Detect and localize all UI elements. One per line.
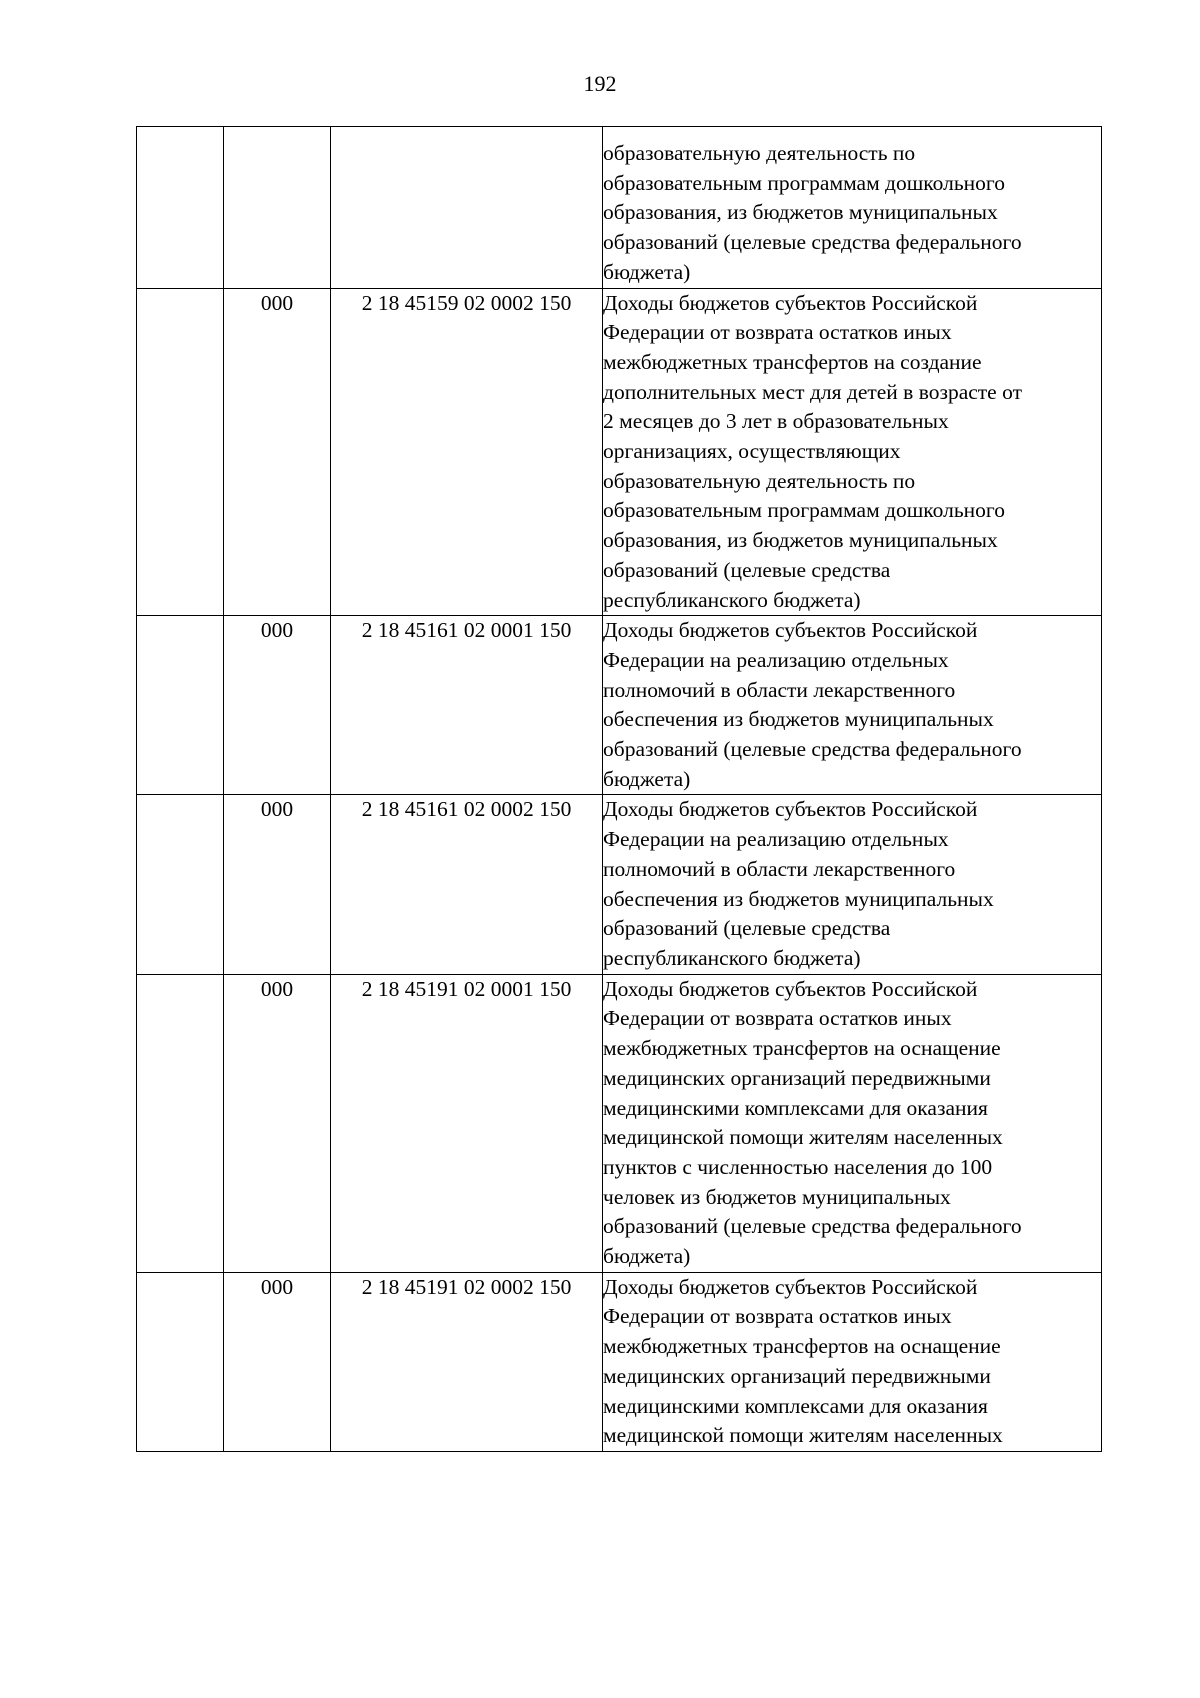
- kbk-code-cell: 2 18 45191 02 0001 150: [331, 974, 603, 1272]
- description-line: медицинской помощи жителям населенных: [603, 1423, 1003, 1448]
- description-line: обеспечения из бюджетов муниципальных: [603, 886, 994, 911]
- description-line: Федерации на реализацию отдельных: [603, 827, 949, 852]
- description-line: медицинских организаций передвижными: [603, 1065, 991, 1090]
- table-row: [137, 616, 1102, 795]
- description-cell: [603, 616, 1102, 795]
- description-cell: [603, 127, 1102, 289]
- description-line: полномочий в области лекарственного: [603, 677, 956, 702]
- table-row: [137, 795, 1102, 974]
- description-line: Федерации на реализацию отдельных: [603, 647, 949, 672]
- row-number-cell: [137, 1272, 224, 1451]
- kbk-code-cell: [331, 127, 603, 289]
- description-line: бюджета): [603, 1244, 691, 1269]
- description-line: республиканского бюджета): [603, 945, 861, 970]
- description-line: человек из бюджетов муниципальных: [603, 1184, 951, 1209]
- description-line: 2 месяцев до 3 лет в образовательных: [603, 409, 949, 434]
- description-line: межбюджетных трансфертов на оснащение: [603, 1036, 1001, 1061]
- admin-code-cell: 000: [224, 1272, 331, 1451]
- table-row: [137, 974, 1102, 1272]
- description-line: Федерации от возврата остатков иных: [603, 320, 952, 345]
- description-line: межбюджетных трансфертов на оснащение: [603, 1334, 1001, 1359]
- row-number-cell: [137, 616, 224, 795]
- description-cell: [603, 1272, 1102, 1451]
- description-line: медицинских организаций передвижными: [603, 1363, 991, 1388]
- description-line: пунктов с численностью населения до 100: [603, 1154, 993, 1179]
- description-line: Доходы бюджетов субъектов Российской: [603, 1274, 978, 1299]
- description-line: бюджета): [603, 766, 691, 791]
- row-number-cell: [137, 974, 224, 1272]
- description-cell: [603, 795, 1102, 974]
- table-row: [137, 127, 1102, 289]
- row-number-cell: [137, 288, 224, 616]
- description-line: Федерации от возврата остатков иных: [603, 1006, 952, 1031]
- description-cell: [603, 974, 1102, 1272]
- description-line: образований (целевые средства федерального: [603, 230, 1022, 255]
- admin-code-cell: 000: [224, 616, 331, 795]
- row-number-cell: [137, 795, 224, 974]
- description-line: межбюджетных трансфертов на создание: [603, 349, 982, 374]
- description-line: образовательным программам дошкольного: [603, 170, 1005, 195]
- description-line: образовательную деятельность по: [603, 468, 916, 493]
- kbk-code-cell: 2 18 45159 02 0002 150: [331, 288, 603, 616]
- description-line: образований (целевые средства федерального: [603, 1214, 1022, 1239]
- table-row: [137, 288, 1102, 616]
- description-line: полномочий в области лекарственного: [603, 856, 956, 881]
- description-line: Федерации от возврата остатков иных: [603, 1304, 952, 1329]
- description-line: образования, из бюджетов муниципальных: [603, 200, 998, 225]
- page-number: 192: [583, 71, 617, 96]
- description-line: Доходы бюджетов субъектов Российской: [603, 976, 978, 1001]
- description-line: образования, из бюджетов муниципальных: [603, 528, 998, 553]
- description-line: образований (целевые средства: [603, 557, 891, 582]
- budget-income-table: [136, 126, 1102, 1452]
- kbk-code-cell: 2 18 45161 02 0002 150: [331, 795, 603, 974]
- admin-code-cell: 000: [224, 795, 331, 974]
- description-line: республиканского бюджета): [603, 587, 861, 612]
- description-line: обеспечения из бюджетов муниципальных: [603, 707, 994, 732]
- table-body: [137, 127, 1102, 1452]
- description-line: Доходы бюджетов субъектов Российской: [603, 797, 978, 822]
- kbk-code-cell: 2 18 45161 02 0001 150: [331, 616, 603, 795]
- description-line: организациях, осуществляющих: [603, 439, 901, 464]
- description-line: Доходы бюджетов субъектов Российской: [603, 618, 978, 643]
- admin-code-cell: [224, 127, 331, 289]
- admin-code-cell: 000: [224, 288, 331, 616]
- description-line: образовательную деятельность по: [603, 141, 916, 165]
- description-line: медицинскими комплексами для оказания: [603, 1095, 988, 1120]
- row-number-cell: [137, 127, 224, 289]
- description-line: медицинской помощи жителям населенных: [603, 1125, 1003, 1150]
- description-line: образовательным программам дошкольного: [603, 498, 1005, 523]
- description-line: образований (целевые средства: [603, 916, 891, 941]
- description-line: образований (целевые средства федерального: [603, 737, 1022, 762]
- kbk-code-cell: 2 18 45191 02 0002 150: [331, 1272, 603, 1451]
- description-cell: [603, 288, 1102, 616]
- description-line: медицинскими комплексами для оказания: [603, 1393, 988, 1418]
- admin-code-cell: 000: [224, 974, 331, 1272]
- description-line: Доходы бюджетов субъектов Российской: [603, 290, 978, 315]
- description-line: дополнительных мест для детей в возрасте от: [603, 379, 1022, 404]
- description-line: бюджета): [603, 259, 691, 284]
- table-row: [137, 1272, 1102, 1451]
